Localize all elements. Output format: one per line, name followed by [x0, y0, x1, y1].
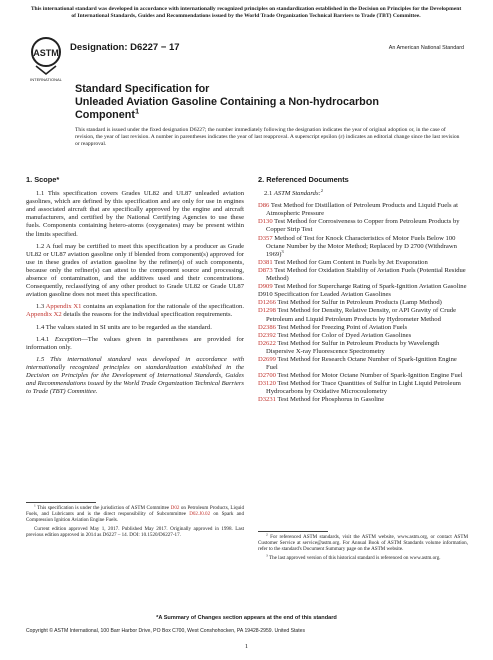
- reference-item: [258, 202, 468, 218]
- reference-code-link: D910: [258, 291, 273, 299]
- reference-title: Test Method for Distillation of Petroleum Products and Liquid Fuels at Atmospheric Pressure: [266, 202, 458, 218]
- astm-standards-subheading: [264, 187, 468, 198]
- reference-item: [258, 324, 468, 332]
- reference-code-link[interactable]: D3120: [258, 380, 276, 388]
- scope-1-4-1-text: —The values given in parentheses are provided for information only.: [26, 335, 244, 351]
- reference-title: Test Method for Research Octane Number of Spark-Ignition Engine Fuel: [266, 355, 457, 372]
- summary-of-changes-note: *A Summary of Changes section appears at the end of this standard: [156, 615, 337, 621]
- scope-1-3: [26, 303, 244, 319]
- publisher-label: An American National Standard: [388, 45, 464, 51]
- reference-code-link[interactable]: D1266: [258, 299, 276, 307]
- title-footnote-mark: 1: [134, 106, 140, 116]
- footnote-3-text: The last approved version of this historical standard is referenced on www.astm.org.: [268, 554, 441, 561]
- reference-title: Test Method for Density, Relative Density, or API Gravity of Crude Petroleum and Liquid Petroleum Products by Hydrometer Method: [266, 307, 456, 323]
- scope-heading: 1. Scope*: [26, 175, 60, 184]
- reference-title: Test Method for Supercharge Rating of Spark-Ignition Aviation Gasoline: [272, 283, 467, 291]
- footnotes-right: [258, 534, 468, 563]
- designation: [70, 42, 180, 53]
- svg-text:INTERNATIONAL: INTERNATIONAL: [30, 77, 62, 82]
- exception-label: Exception: [54, 335, 82, 343]
- reference-item: [258, 340, 468, 356]
- scope-1-3-text-b: details the reasons for the individual specification requirements.: [61, 311, 233, 319]
- reference-code-link[interactable]: D1298: [258, 307, 276, 315]
- reference-item: [258, 235, 468, 259]
- reference-code-link[interactable]: D2622: [258, 339, 276, 347]
- reference-item: [258, 283, 468, 291]
- reference-list: [258, 202, 468, 404]
- scope-1-5-text: 1.5 This international standard was developed in accordance with internationally recognized principles on standardization established in the Decision on Principles for the Development of International Standards, Guides and Recommendations issued by the World Trade Organization Technical Barriers to Trade (TBT) Committee.: [26, 355, 244, 396]
- reference-code-link[interactable]: D909: [258, 283, 273, 291]
- subheading-label: ASTM Standards:: [273, 190, 321, 198]
- reference-code-link[interactable]: D2386: [258, 323, 276, 331]
- footnote-1: $^1$ This specification is under the jurisdiction of ASTM Committee D02 on Petroleum Products, Liquid Fuels, and Lubricants and is the direct responsibility of Subcommittee D02.J0.02 on Spark and Compression Ignition Aviation Engine Fuels.: [26, 503, 245, 524]
- reference-item: [258, 307, 468, 323]
- referenced-heading: 2. Referenced Documents: [258, 175, 349, 184]
- reference-item: [258, 380, 468, 396]
- right-column: [258, 176, 468, 405]
- appendix-x1-link[interactable]: Appendix X1: [45, 303, 82, 311]
- copyright-line: Copyright © ASTM International, 100 Barr Harbor Drive, PO Box C700, West Conshohocken, PA 19428-2959. United States: [26, 628, 306, 634]
- reference-title: Test Method for Gum Content in Fuels by Jet Evaporation: [272, 258, 428, 266]
- reference-item: [258, 259, 468, 267]
- reference-item: [258, 291, 468, 299]
- left-column: [26, 176, 244, 400]
- subheading-footnote-mark: 2: [320, 187, 324, 193]
- reference-code-link[interactable]: D130: [258, 218, 273, 226]
- reference-title: Test Method for Freezing Point of Aviation Fuels: [275, 323, 408, 331]
- reference-item: [258, 396, 468, 404]
- title-main: Unleaded Aviation Gasoline Containing a Non-hydrocarbon Component: [75, 96, 379, 121]
- reference-item: [258, 267, 468, 283]
- footnote-3: $^3$ The last approved version of this historical standard is referenced on www.astm.org.: [266, 552, 441, 561]
- reference-title: Test Method for Sulfur in Petroleum Products by Wavelength Dispersive X-ray Fluorescence Spectrometry: [266, 339, 440, 355]
- reference-code-link[interactable]: D2699: [258, 355, 276, 363]
- footnotes-left: [26, 505, 244, 540]
- scope-1-4-1: [26, 336, 244, 352]
- footnote-1-text-a: This specification is under the jurisdiction of ASTM Committee: [37, 505, 171, 511]
- reference-title: Test Method for Trace Quantities of Sulfur in Light Liquid Petroleum Hydrocarbons by Oxidative Microcoulometry: [266, 380, 461, 396]
- standards-notice: This international standard was developed in accordance with internationally recognized principles on standardization established in the Decision on Principles for the Development of International Standards, Guides and Recommendations issued by the World Trade Organization Technical Barriers to Trade (TBT) Committee.: [30, 6, 462, 19]
- document-title: [75, 83, 435, 122]
- page-number: 1: [244, 643, 249, 650]
- footnote-1-text-b: on Petroleum Products, Liquid Fuels, and Lubricants and is the direct responsibility of Subcommittee: [26, 505, 245, 518]
- designation-label: Designation:: [70, 42, 128, 53]
- reference-title: Test Method for Motor Octane Number of Spark-Ignition Engine Fuel: [275, 372, 463, 380]
- title-line-2: [75, 96, 435, 122]
- subheading-number: 2.1: [264, 190, 274, 198]
- reference-code-link[interactable]: D86: [258, 202, 270, 210]
- appendix-x2-link[interactable]: Appendix X2: [26, 311, 62, 319]
- scope-1-4-1-number: 1.4.1: [36, 335, 55, 343]
- scope-1-2: 1.2 A fuel may be certified to meet this specification by a producer as Grade UL82 or UL87 aviation gasoline only if blended from component(s) approved for use in these grades of aviation gasoline by the refiner(s) of such components, because only the refiner(s) can attest to the component source and processing, absence of contamination, and the additives used and their concentrations. Consequently, reclassifying of any other product to Grade UL82 or Grade UL87 aviation gasoline does not meet this specification.: [26, 242, 244, 299]
- svg-text:ASTM: ASTM: [33, 48, 59, 58]
- subcommittee-link[interactable]: D02.J0.02: [189, 511, 211, 518]
- reference-title: Specification for Leaded Aviation Gasolines: [272, 291, 392, 299]
- reference-code-link[interactable]: D2700: [258, 372, 276, 380]
- footnote-rule-right: [258, 531, 328, 532]
- reference-code-link[interactable]: D873: [258, 266, 273, 274]
- reference-item: [258, 299, 468, 307]
- reference-code-link[interactable]: D357: [258, 234, 273, 242]
- reference-title: Test Method for Color of Dyed Aviation Gasolines: [275, 331, 412, 339]
- reference-title: Method of Test for Knock Characteristics of Motor Fuels Below 100 Octane Number by the Motor Method; Replaced by D 2700 (Withdrawn 1969): [266, 234, 457, 258]
- reference-item: [258, 332, 468, 340]
- footnote-2-text: For referenced ASTM standards, visit the ASTM website, www.astm.org, or contact ASTM Customer Service at service@astm.org. For Annual Book of ASTM Standards volume information, refer to the standard's Document Summary page on the ASTM website.: [258, 534, 468, 553]
- committee-d02-link[interactable]: D02: [170, 505, 180, 511]
- astm-logo-icon: [28, 36, 64, 82]
- reference-title: Test Method for Phosphorus in Gasoline: [275, 396, 385, 404]
- reference-item: [258, 218, 468, 234]
- reference-item: [258, 372, 468, 380]
- footnote-rule-left: [26, 502, 96, 503]
- scope-1-5: [26, 356, 244, 396]
- scope-1-3-text-a: contains an explanation for the rationale of the specification.: [81, 303, 244, 311]
- designation-code: D6227 − 17: [130, 42, 180, 53]
- reference-title: Test Method for Sulfur in Petroleum Products (Lamp Method): [275, 299, 442, 307]
- scope-1-1: 1.1 This specification covers Grades UL82 and UL87 unleaded aviation gasolines, which are defined by this specification and are only for use in engines and associated aircraft that are specifically approved by the engine and aircraft manufacturers, and certified by the National Certifying Agencies to use these fuels. Components containing hetero-atoms (oxygenates) may be present within the limits specified.: [26, 190, 244, 238]
- reference-code-link[interactable]: D381: [258, 258, 273, 266]
- scope-1-3-number: 1.3: [36, 303, 46, 311]
- scope-1-4: 1.4 The values stated in SI units are to be regarded as the standard.: [36, 323, 212, 331]
- reference-code-link[interactable]: D2392: [258, 331, 276, 339]
- footnote-2: $^2$ For referenced ASTM standards, visit the ASTM website, www.astm.org, or contact ASTM Customer Service at service@astm.org. For Annual Book of ASTM Standards volume information, refer to the standard's Document Summary page on the ASTM website.: [258, 532, 468, 553]
- issuance-note: This standard is issued under the fixed designation D6227; the number immediately following the designation indicates the year of original adoption or, in the case of revision, the year of last revision. A number in parentheses indicates the year of last reapproval. A superscript epsilon (ε) indicates an editorial change since the last revision or reapproval.: [75, 127, 460, 147]
- reference-footnote-mark: 3: [281, 248, 284, 254]
- footnote-1-text-c: on Spark and Compression Ignition Aviation Engine Fuels.: [26, 511, 245, 524]
- reference-code-link[interactable]: D3231: [258, 396, 276, 404]
- reference-title: Test Method for Corrosiveness to Copper from Petroleum Products by Copper Strip Test: [266, 218, 460, 234]
- title-line-1: Standard Specification for: [75, 83, 210, 95]
- footnote-edition: Current edition approved May 1, 2017. Published May 2017. Originally approved in 1998. Last previous edition approved in 2014 as D6227 – 14. DOI: 10.1520/D6227-17.: [26, 525, 244, 538]
- reference-title: Test Method for Oxidation Stability of Aviation Fuels (Potential Residue Method): [266, 266, 466, 283]
- reference-item: [258, 356, 468, 372]
